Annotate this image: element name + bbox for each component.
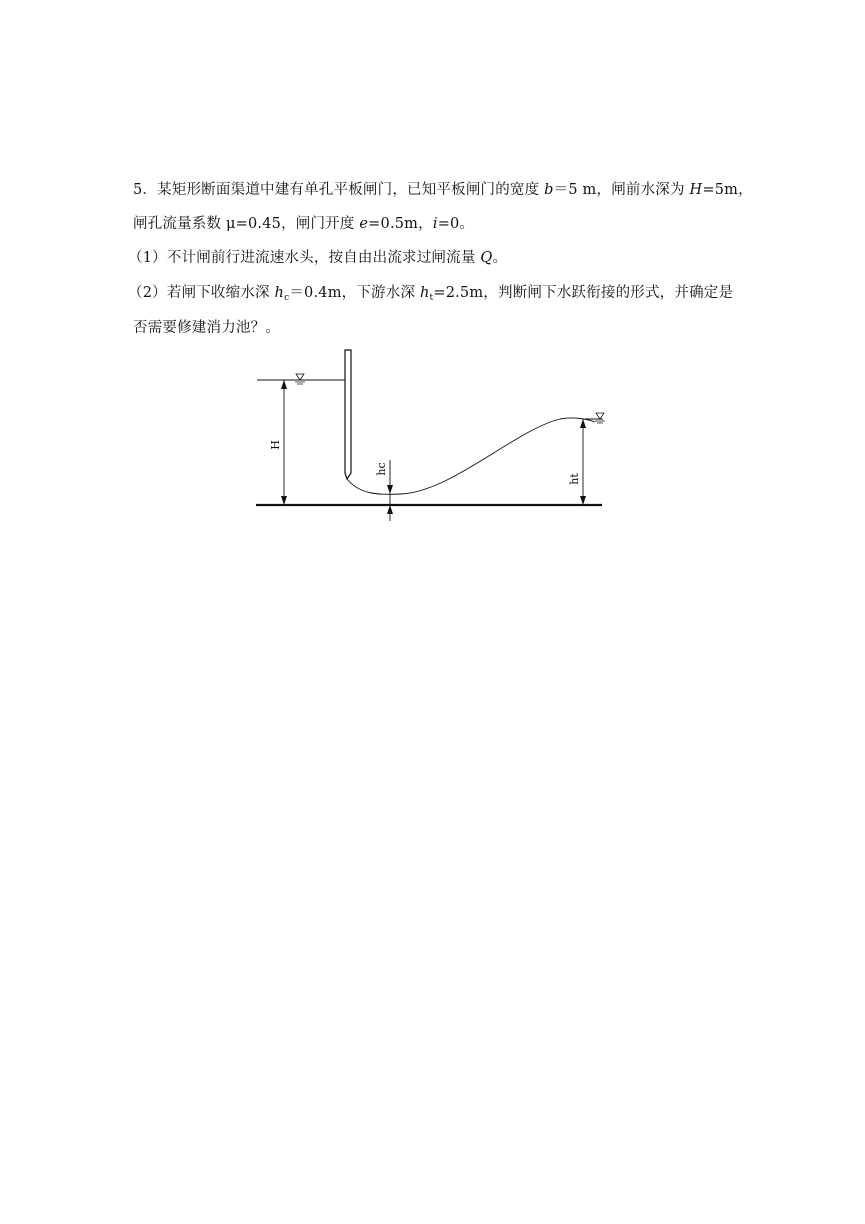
upstream-water-level-icon bbox=[295, 374, 305, 384]
var-ht: h bbox=[419, 285, 430, 301]
var-e: e bbox=[359, 216, 369, 232]
var-H: H bbox=[689, 182, 703, 198]
problem-text: =0.5m， bbox=[368, 216, 433, 232]
label-hc: hc bbox=[375, 462, 388, 476]
question-2 bbox=[128, 283, 733, 308]
sluice-gate-figure bbox=[250, 345, 610, 525]
question-text: （1）不计闸前行进流速水头，按自由出流求过闸流量 bbox=[128, 250, 481, 266]
question-text: 。 bbox=[492, 250, 508, 266]
label-H: H bbox=[269, 440, 282, 450]
var-hc: h bbox=[274, 285, 285, 301]
var-ht-sub: t bbox=[429, 293, 434, 303]
problem-text: 闸孔流量系数 μ=0.45，闸门开度 bbox=[133, 216, 360, 232]
question-text: 否需要修建消力池？。 bbox=[133, 320, 280, 336]
problem-line-1 bbox=[133, 180, 753, 200]
question-text: （2）若闸下收缩水深 bbox=[128, 285, 275, 301]
var-i: i bbox=[432, 216, 438, 232]
question-1 bbox=[128, 248, 507, 268]
sluice-gate bbox=[345, 350, 351, 479]
dimension-ht bbox=[580, 419, 586, 505]
downstream-water-level-icon bbox=[595, 413, 605, 423]
problem-text: ＝5 m，闸前水深为 bbox=[553, 182, 690, 198]
var-hc-sub: c bbox=[284, 293, 290, 303]
problem-text: =5m， bbox=[702, 182, 753, 198]
problem-text: =0。 bbox=[437, 216, 475, 232]
question-text: =2.5m，判断闸下水跃衔接的形式，并确定是 bbox=[433, 285, 734, 301]
water-surface-profile bbox=[347, 418, 595, 494]
var-b: b bbox=[544, 182, 554, 198]
problem-text: 5．某矩形断面渠道中建有单孔平板闸门，已知平板闸门的宽度 bbox=[133, 182, 545, 198]
problem-line-2 bbox=[133, 214, 474, 234]
question-2-cont bbox=[133, 318, 280, 338]
question-text: ＝0.4m，下游水深 bbox=[289, 285, 420, 301]
var-Q: Q bbox=[480, 250, 493, 266]
label-ht: ht bbox=[568, 473, 581, 485]
